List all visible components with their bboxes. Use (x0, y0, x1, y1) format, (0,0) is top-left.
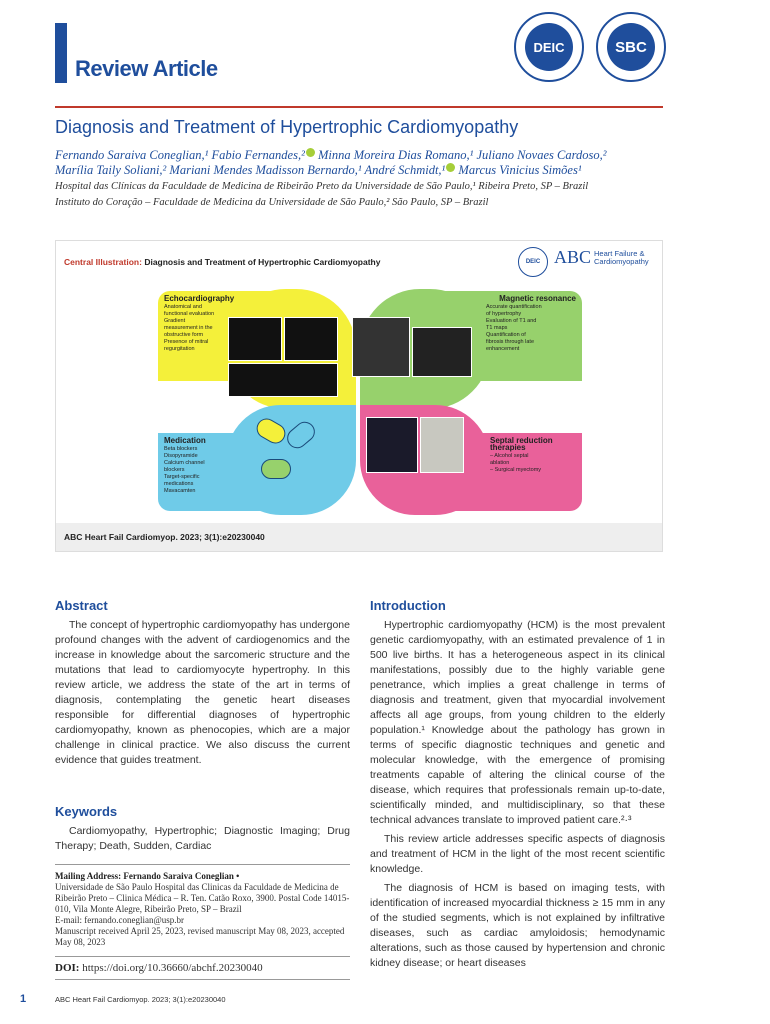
article-title: Diagnosis and Treatment of Hypertrophic Cardiomyopathy (55, 117, 519, 137)
deic-logo: DEIC (518, 247, 548, 277)
mr-image (412, 327, 472, 377)
sbc-seal-logo: SBC (596, 12, 666, 82)
central-illustration-title: Central Illustration: Diagnosis and Treatment of Hypertrophic Cardiomyopathy (64, 257, 381, 267)
header-accent-bar (55, 23, 67, 83)
orcid-icon[interactable] (306, 148, 315, 157)
septal-reduction-panel: Septal reduction therapies – Alcohol septal ablation – Surgical myectomy (432, 433, 582, 511)
pill-icon (261, 459, 291, 479)
magnetic-resonance-panel: Magnetic resonance Accurate quantification of hypertrophy Evaluation of T1 and T1 maps Quantification of fibrosis through late enhancement (432, 291, 582, 381)
echo-image (228, 317, 282, 361)
introduction-heading: Introduction (370, 598, 446, 613)
abstract-heading: Abstract (55, 598, 108, 613)
footer-citation: ABC Heart Fail Cardiomyop. 2023; 3(1):e20230040 (55, 995, 226, 1004)
central-illustration (55, 240, 663, 552)
page-number: 1 (20, 993, 27, 1005)
introduction-paragraph: This review article addresses specific aspects of diagnosis and treatment of HCM in the light of the most recent scientific knowledge. (370, 833, 665, 875)
central-illustration-citation: ABC Heart Fail Cardiomyop. 2023; 3(1):e20230040 (56, 523, 662, 551)
echo-doppler-image (228, 363, 338, 397)
septal-ablation-image (366, 417, 418, 473)
section-label: Review Article (75, 56, 218, 81)
echocardiography-panel: Echocardiography Anatomical and functional evaluation Gradient measurement in the obstructive form Presence of mitral regurgitation (158, 291, 308, 381)
keywords-heading: Keywords (55, 804, 118, 819)
email-link[interactable]: E-mail: fernando.coneglian@usp.br (55, 915, 184, 925)
doi-link[interactable]: https://doi.org/10.36660/abchf.20230040 (82, 962, 263, 974)
mailing-address: Mailing Address: Fernando Saraiva Coneglian • Universidade de São Paulo Hospital das Clinicas da Faculdade de Medicina de Ribeirão Preto – Clinica Médica – R. Ten. Catão Roxo, 3900. Postal Code 14015-010, Vila Monte Alegre, Ribeirão Preto, SP – Brazil E-mail: fernando.coneglian@usp.br Manuscript received April 25, 2023, revised manuscript May 08, 2023, accepted May 08, 2023 (55, 864, 350, 948)
mr-image (352, 317, 410, 377)
affiliation-1: Hospital das Clínicas da Faculdade de Medicina de Ribeirão Preto da Universidade de São Paulo,¹ Ribeira Preto, SP – Brazil (55, 181, 589, 192)
abstract-text: The concept of hypertrophic cardiomyopathy has undergone profound changes with the advent of cardiogenomics and the increase in knowledge about the sarcomeric structure and the mutations that lead to cardiomyocyte hypertrophy. In this review article, we address the state of the art in terms of diagnosis, contemplating the genetic heart diseases responsible for differential diagnoses of hypertrophic cardiomyopathy, known as phenocopies, which are a major challenge in clinical practice. We also discuss the current evidence that guides treatment. (55, 619, 350, 766)
introduction-paragraph: Hypertrophic cardiomyopathy (HCM) is the most prevalent genetic cardiomyopathy, with an estimated prevalence of 1 in 500 live births. It has a heterogeneous aspect in its clinical manifestations, possibly due to the highly variable gene penetrance, which implies a great challenge in terms of diagnosis and treatment, given that myocardial involvement affects all age groups, from young children to the elderly population.¹ Knowledge about the pathology has grown in terms of specific diagnostic techniques and genetic and molecular knowledge, with the emergence of promising treatments capable of altering the clinical course of the disease, which requires that professionals remain up-to-date, scientifically minded, and multidisciplinary, so that these technical advances translate to improved patient care.²·³ (370, 619, 665, 826)
affiliation-2: Instituto do Coração – Faculdade de Medicina da Universidade de São Paulo,² São Paulo, SP – Brazil (55, 197, 489, 208)
echo-image (284, 317, 338, 361)
medication-panel: Medication Beta blockers Disopyramide Calcium channel blockers Target-specific medications Mavacamten (158, 433, 308, 511)
keywords-text: Cardiomyopathy, Hypertrophic; Diagnostic Imaging; Drug Therapy; Death, Sudden, Cardiac (55, 825, 350, 852)
abc-logo: ABC Heart Failure & Cardiomyopathy (554, 247, 649, 267)
doi: DOI: https://doi.org/10.36660/abchf.20230040 (55, 956, 350, 980)
introduction-paragraph: The diagnosis of HCM is based on imaging tests, with identification of increased myocardial thickness ≥ 15 mm in any of the studied segments, which is not explained by infiltrative diseases, such as cardiac amyloidosis; hemodynamic alterations, such as those caused by hypertension and chronic kidney disease; or heart diseases (370, 882, 665, 969)
surgical-image (420, 417, 464, 473)
header-divider (55, 106, 663, 108)
orcid-icon[interactable] (446, 163, 455, 172)
author-list: Fernando Saraiva Coneglian,¹ Fabio Fernandes,² Minna Moreira Dias Romano,¹ Juliano Novaes Cardoso,² Marília Taily Soliani,² Mariani Mendes Madisson Bernardo,¹ André Schmidt,¹ Marcus Vinicius Simões¹ (55, 148, 607, 177)
left-column (55, 598, 350, 980)
right-column (370, 598, 665, 971)
deic-seal-logo: DEIC (514, 12, 584, 82)
